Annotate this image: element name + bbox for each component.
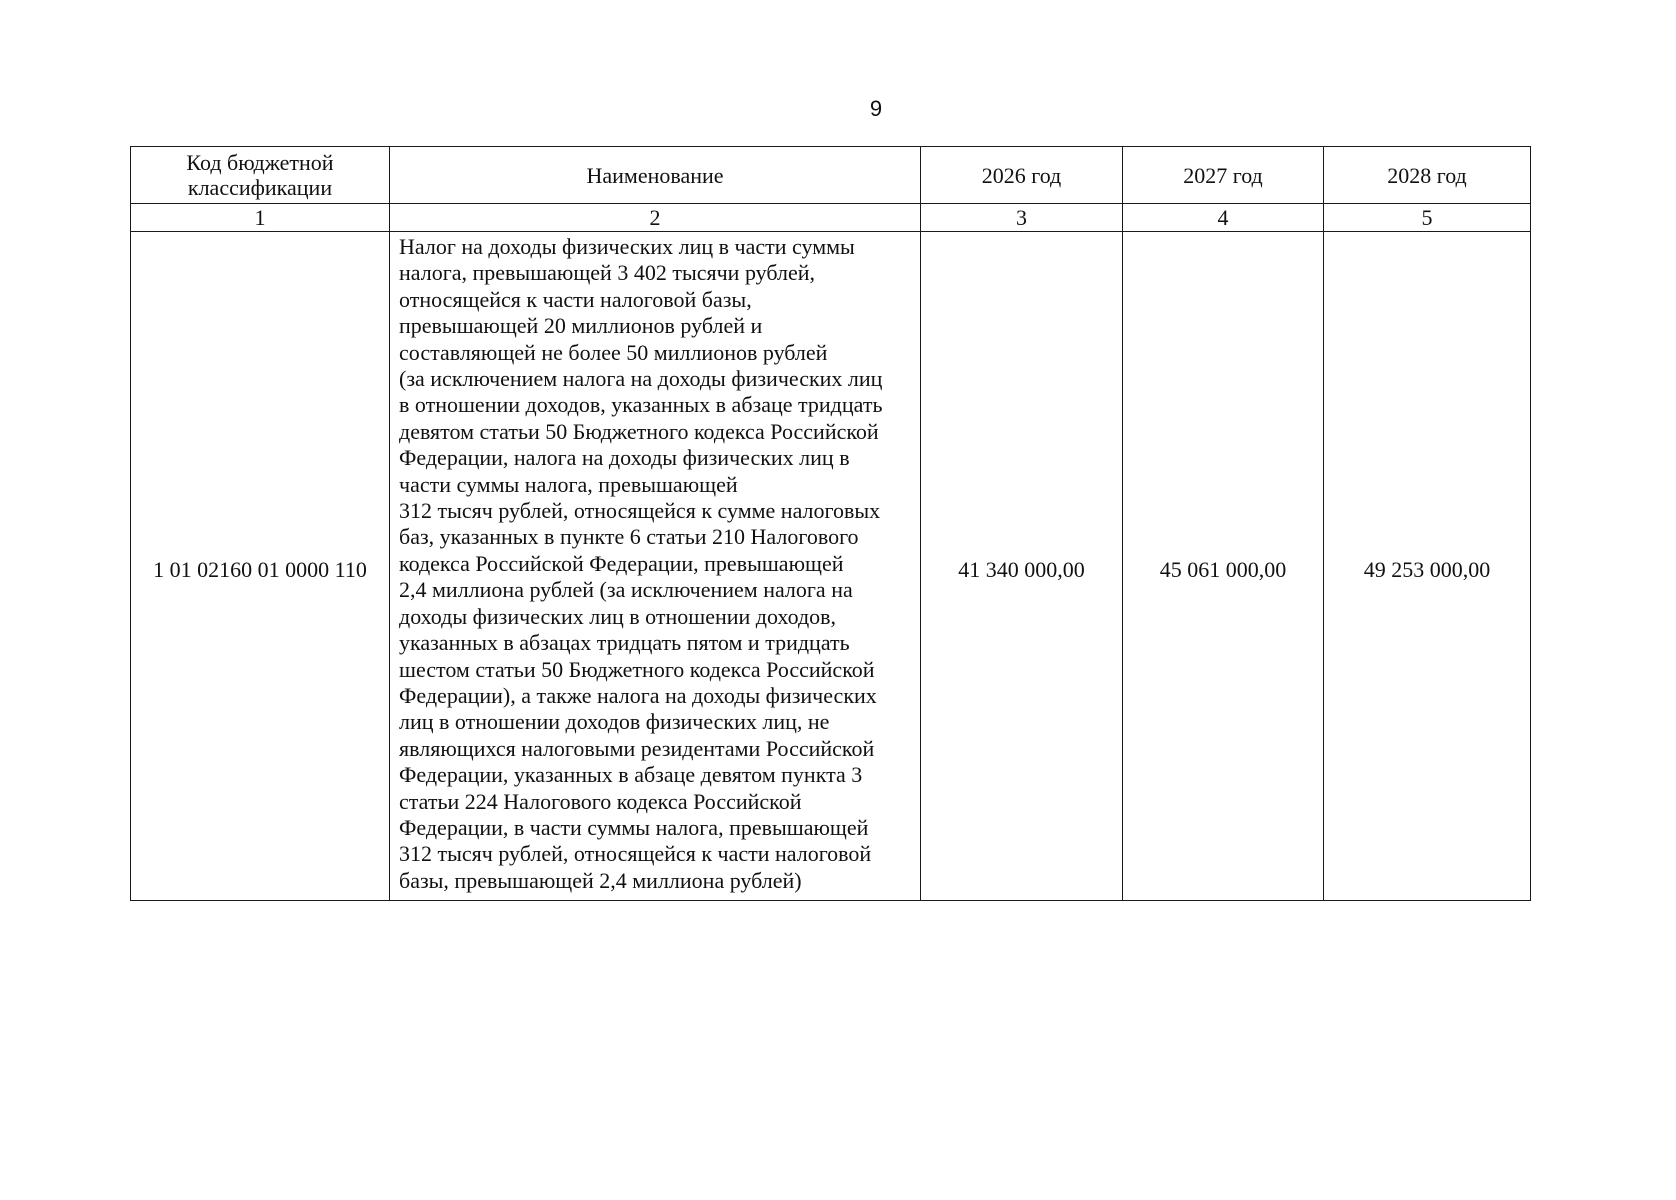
header-budget-code-label: Код бюджетной классификации — [186, 150, 334, 200]
description-line: лиц в отношении доходов физических лиц, не — [399, 709, 830, 735]
description-line: статьи 224 Налогового кодекса Российской — [399, 788, 802, 814]
header-budget-code — [131, 147, 390, 204]
description-line: 2,4 миллиона рублей (за исключением налога на — [399, 577, 853, 603]
description-line: налога, превышающей 3 402 тысячи рублей, — [399, 260, 816, 286]
description-line: превышающей 20 миллионов рублей и — [399, 313, 763, 339]
column-number: 4 — [1123, 204, 1324, 232]
description-line: Федерации, в части суммы налога, превышающей — [399, 814, 869, 840]
column-number: 2 — [390, 204, 921, 232]
header-year-2026: 2026 год — [921, 147, 1123, 204]
description-line: (за исключением налога на доходы физических лиц — [399, 366, 883, 392]
budget-revenue-table — [130, 146, 1531, 901]
description-line: указанных в абзацах тридцать пятом и тридцать — [399, 630, 850, 656]
description-line: Федерации, указанных в абзаце девятом пункта 3 — [399, 762, 863, 788]
description-line: относящейся к части налоговой базы, — [399, 286, 752, 312]
description-line: составляющей не более 50 миллионов рублей — [399, 339, 828, 365]
column-number: 3 — [921, 204, 1123, 232]
description-line: Федерации), а также налога на доходы физических — [399, 682, 877, 708]
description-line: являющихся налоговыми резидентами Российской — [399, 735, 875, 761]
table-row — [131, 232, 1531, 901]
value-2027-cell: 45 061 000,00 — [1123, 232, 1324, 901]
header-name: Наименование — [390, 147, 921, 204]
description-line: 312 тысяч рублей, относящейся к сумме налоговых — [399, 498, 881, 524]
header-year-2028: 2028 год — [1324, 147, 1531, 204]
description-line: кодекса Российской Федерации, превышающей — [399, 550, 844, 576]
description-line: доходы физических лиц в отношении доходов, — [399, 603, 837, 629]
description-line: баз, указанных в пункте 6 статьи 210 Налогового — [399, 524, 859, 550]
description-line: части суммы налога, превышающей — [399, 471, 738, 497]
page-number: 9 — [869, 96, 883, 121]
budget-code-cell: 1 01 02160 01 0000 110 — [131, 232, 390, 901]
description-line: Федерации, налога на доходы физических лиц в — [399, 445, 850, 471]
column-number: 1 — [131, 204, 390, 232]
description-line: девятом статьи 50 Бюджетного кодекса Российской — [399, 418, 879, 444]
header-year-2027: 2027 год — [1123, 147, 1324, 204]
column-number: 5 — [1324, 204, 1531, 232]
column-number-row — [131, 204, 1531, 232]
description-line: шестом статьи 50 Бюджетного кодекса Российской — [399, 656, 875, 682]
value-2028-cell: 49 253 000,00 — [1324, 232, 1531, 901]
description-cell — [390, 232, 921, 901]
description-line: Налог на доходы физических лиц в части суммы — [399, 234, 855, 259]
description-line: базы, превышающей 2,4 миллиона рублей) — [399, 867, 802, 893]
value-2026-cell: 41 340 000,00 — [921, 232, 1123, 901]
description-line: в отношении доходов, указанных в абзаце тридцать — [399, 392, 883, 418]
table-header-row — [131, 147, 1531, 204]
description-line: 312 тысяч рублей, относящейся к части налоговой — [399, 841, 872, 867]
